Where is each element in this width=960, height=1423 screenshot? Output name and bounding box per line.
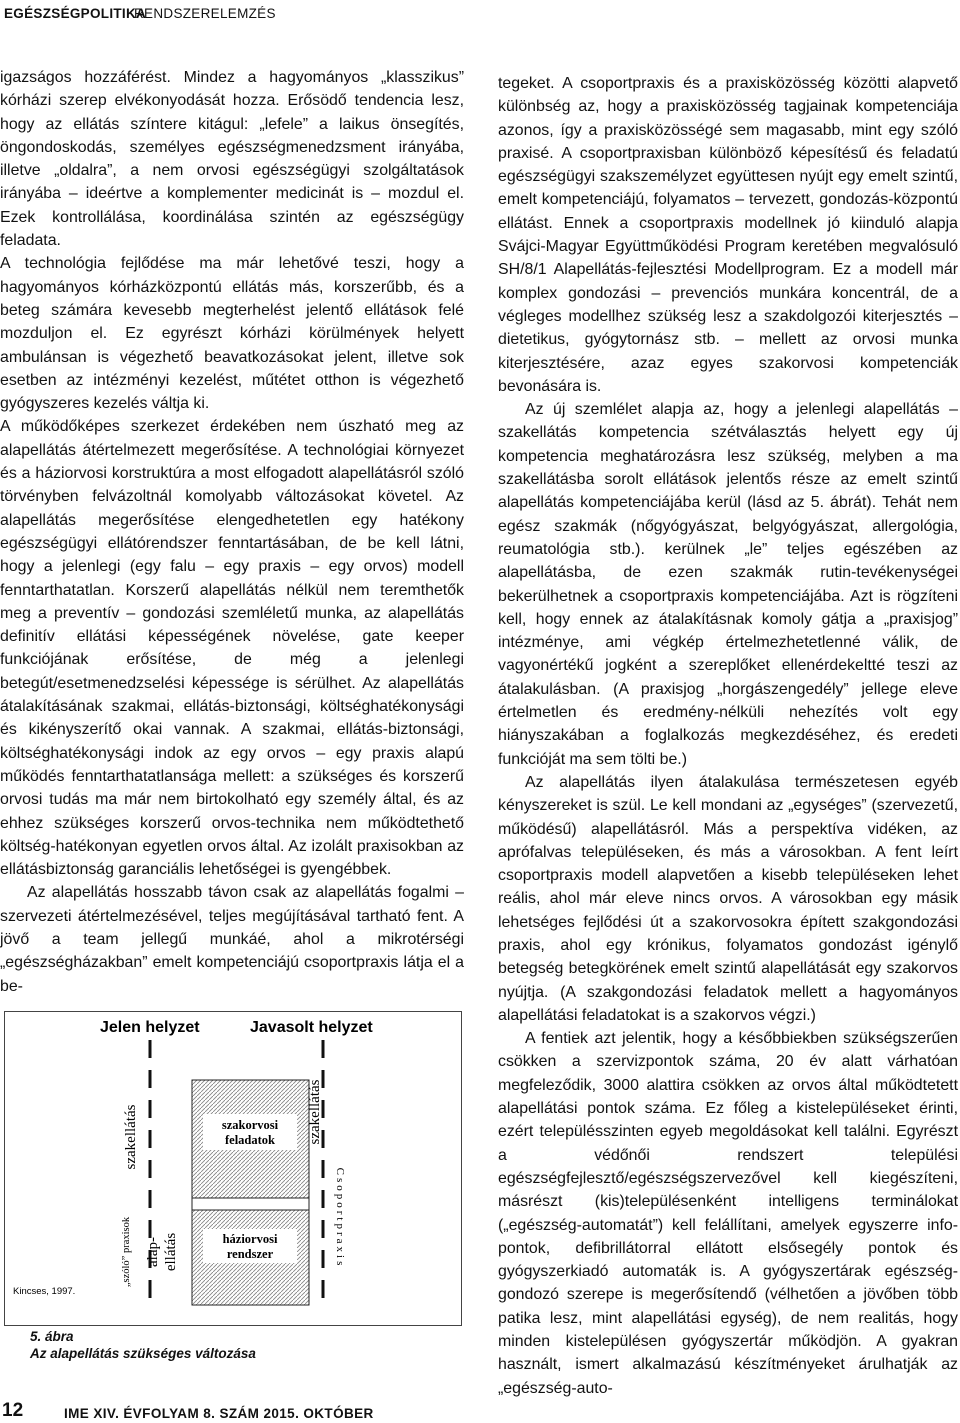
figure-5 [4,1011,462,1326]
page-header [0,0,960,40]
page-number: 12 [2,1400,24,1421]
paragraph: A fentiek azt jelentik, hogy a későbbiekben szükségszerűen csökken a szervizpontok száma, 20 év alatt várhatóan megfeleződik, 3000 alattira csökken az orvos által működtetett alapellátási pontok száma. Ez főleg a kistelepüléseket érinti, ezért településszinten egyeb megoldásokat kell találni. Egyrészt a védőnői rendszert települési egészségfejlesztő/egészségszervezővel kell kiegészíteni, másrészt (kis)településenként intelligens terminálokat („egészség-automatát”) kell felállítani, amelyek egyszerre info-pontok, defibrillátorral ellátott elsősegély pontok és gyógyszerkiadó automaták is. A gyógyszertárak egészség-gondozó szerepe is megerősítendő (vélhetően a jövőben több patika lesz, mint alapellátási egység), de nem realitás, hogy minden kistelepülésen gyógyszertár működjön. A gyakran használt, ismert alkalmazású készítményeket árulhatják az „egészség-auto- [498,1030,958,1397]
figure-source: Kincses, 1997. [13,1286,76,1297]
szakorvosi-label: szakorvosi feladatok [221,1118,279,1147]
figure-left-title: Jelen helyzet [100,1019,200,1036]
alapellatas-label: alap- ellátás [145,1232,179,1272]
figure-caption: Az alapellátás szükséges változása [30,1346,256,1361]
haziorvosi-label: háziorvosi rendszer [222,1232,278,1261]
paragraph: A működőképes szerkezet érdekében nem úszható meg az alapellátás átértelmezett megerősítése. A technológiai környezet és a háziorvosi korstruktúra a most elfogadott alapellátásról szóló törvényben felvázoltnál komolyabb változásokat követel. Az alapellátás megerősítése elengedhetetlen egy hatékony egészségügyi ellátórendszer fenntartásában, de be kell látni, hogy a jelenlegi (egy falu – egy praxis – egy orvos) modell fenntarthatatlan. Korszerű alapellátás nélkül nem teremthetők meg a preventív – gondozási szemléletű munka, az alapellátás definitív ellátási képességének növelése, gate keeper funkciójának erősítése, de még a jelenlegi betegút/esetmenedzselési képessége is sérülhet. Az alapellátás átalakításának szakmai, ellátás-biztonsági, költséghatékonysági és kikényszerítő okai vannak. A szakmai, ellátás-biztonsági, költséghatékonysági indok az egy orvos – egy praxis alapú működés fenntarthatatlansága mellett: a szükséges és korszerű orvosi tudás ma már nem birtokolható egy személy által, és az ehhez szükséges korszerű orvos-technika nem működtethető költség-hatékonyan egyetlen orvos által. Az izolált praxisokban az ellátásbiztonság garanciális lehetőségei is gyengébbek. [0,418,464,879]
section-title: EGÉSZSÉGPOLITIKA [4,6,147,21]
figure-number: 5. ábra [30,1329,74,1344]
paragraph: igazságos hozzáférést. Mindez a hagyományos „klasszikus” kórházi szerep elvékonyodását hozza. Erősödő tendencia lesz, hogy az ellátás színtere kitágul: „lefele” a laikus önsegítés, öngondoskodás, személyes egészségmenedzsment irányába, illetve „oldalra”, a nem orvosi egészségügyi szolgáltatások irányába – ideértve a komplementer medicinát is – mozdul el. Ezek kontrollálása, koordinálása szintén az egészségügy feladata. [0,69,464,250]
szakellatas-left: szakellátás [123,1104,139,1170]
paragraph: A technológia fejlődése ma már lehetővé teszi, hogy a hagyományos kórházközpontú ellátás más, korszerűbb, és a beteg számára kevesebb megterhelést jelentő ellátások felé mozduljon el. Ez egyrészt kórházi körülmények helyett ambulánsan is végezhető beavatkozásokat jelent, illetve sok esetben az intézményi kezelést, műtétet otthon is végezhető gyógyszeres kezelés váltja ki. [0,255,464,413]
paragraph: Az alapellátás hosszabb távon csak az alapellátás fogalmi – szervezeti átértelmezésével, teljes megújításával tartható fent. A jövő a team jellegű munkáé, ahol a mikrotérségi „egészségházakban” emelt kompetenciájú csoportpraxis látja el a be- [0,884,464,995]
page-footer [0,1400,960,1423]
szakellatas-right: szakellátás [307,1079,323,1145]
szolo-praxisok-label: „szóló” praxisok [121,1216,132,1288]
left-column [0,66,464,998]
figure-diagram [5,1012,461,1325]
figure-right-title: Javasolt helyzet [250,1019,373,1036]
subsection-title: RENDSZERELEMZÉS [134,6,276,21]
right-column [498,72,958,1400]
csoportpraxis-label: Csoportpraxis [334,1167,346,1269]
paragraph: Az alapellátás ilyen átalakulása természetesen egyéb kényszereket is szül. Le kell mondani az „egységes” (szervezetű, működésű) alapellátásról. Más a perspektíva vidéken, az aprófalvas településeken, és más a városokban. A fent leírt csoportpraxis modell alapvetően a kisebb településeken lehet reális, ahol már eleve nincs orvos. A városokban egy másik lehetséges fejlődési út a szakorvosokra épített szakgondozási praxis, ahol egy krónikus, folyamatos gondozást igénylő betegség betegkörének emelt szintű alapellátását egy szakorvos nyújtja. (A szakgondozási feladatok mellett a hagyományos alapellátási feladatokat is a szakorvos végzi.) [498,773,958,1024]
paragraph: tegeket. A csoportpraxis és a praxisközösség közötti alapvető különbség az, hogy a praxisközösség tagjainak kompetenciája azonos, így a praxisközösségé sem magasabb, mint egy szóló praxisé. A csoportpraxisban különböző képesítésű és feladatú egészségügyi szakszemélyzet együttesen nyújt egy emelt szintű, emelt kompetenciájú, folyamatos – tervezett, gondozás-központú ellátást. Ennek a csoportpraxis modellnek jó kiinduló alapja Svájci-Magyar Együttműködési Program keretében megvalósuló SH/8/1 Alapellátás-fejlesztési Modellprogram. Ez a modell már komplex gondozási – prevenciós munkára koncentrál, de a végleges modellhez szükség lesz a szakdolgozói kiterjesztés – dietetikus, gyógytornász stb. – mellett az orvosi munka kiterjesztésére, azaz egyes szakorvosi kompetenciák bevonására is. [498,75,958,395]
paragraph: Az új szemlélet alapja az, hogy a jelenlegi alapellátás – szakellátás kompetencia szétválasztás helyett egy új kompetencia meghatározásra lesz szükség, melyben a ma szakellátásba sorolt ellátások jelentős része az emelt szintű alapellátás kompetenciájába kerül (lásd az 5. ábrát). Tehát nem egész szakmák (nőgyógyászat, belgyógyászat, allergológia, reumatológia stb.). kerülnek „le” teljes egészében az alapellátásba, de ezen szakmák rutin-tevékenységei bekerülhetnek a csoportpraxis kompetenciájába. Azt is rögzíteni kell, hogy ennek az átalakításnak komoly gátja a „praxisjog” intézménye, ami végkép értelmezhetetlenné válik, de vagyonértékű jogként a szereplőket ellenérdekeltté teszi az átalakulásban. (A praxisjog „horgászengedély” jellege eleve értelmetlen és eredmény-nélküli nehezítés volt egy hiányszakában a foglalkozás megkezdéséhez, és eredeti funkcióját ma sem tölti be.) [498,401,958,768]
journal-info: IME XIV. ÉVFOLYAM 8. SZÁM 2015. OKTÓBER [64,1406,374,1421]
